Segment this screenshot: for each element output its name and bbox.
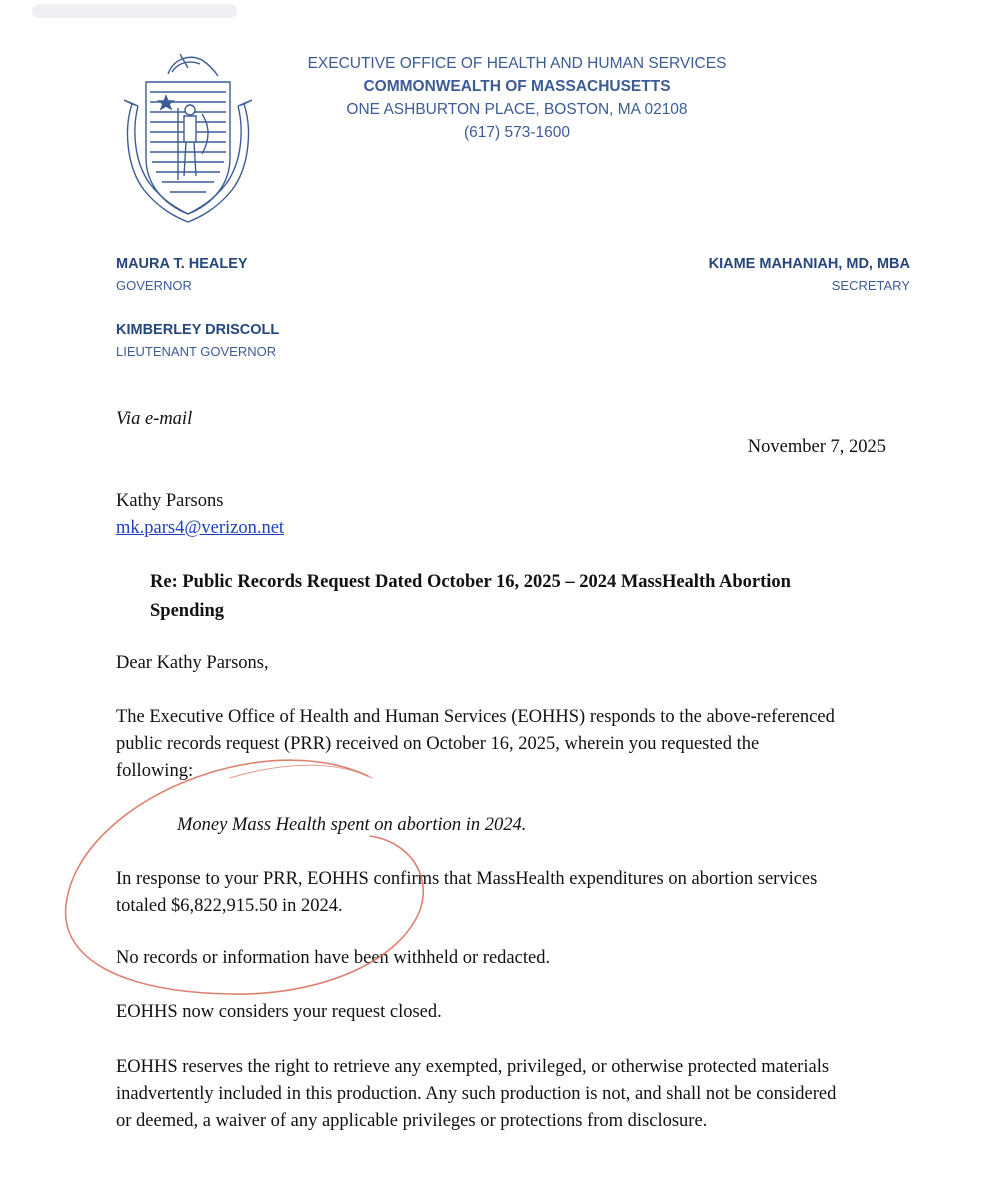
paragraph-1 xyxy=(116,704,835,785)
paragraph-5 xyxy=(116,1054,836,1135)
paragraph-3: No records or information have been withheld or redacted. xyxy=(116,948,551,968)
salutation: Dear Kathy Parsons, xyxy=(116,653,269,673)
subject-line-1: Re: Public Records Request Dated October 16, 2025 – 2024 MassHealth Abortion xyxy=(150,572,791,592)
recipient-email-link[interactable]: mk.pars4@verizon.net xyxy=(116,518,285,538)
top-bar xyxy=(32,4,237,18)
agency-name: EXECUTIVE OFFICE OF HEALTH AND HUMAN SERVICES xyxy=(307,55,727,72)
commonwealth-name: COMMONWEALTH OF MASSACHUSETTS xyxy=(363,78,671,95)
governor-title: GOVERNOR xyxy=(116,278,192,293)
letterhead xyxy=(212,52,822,144)
paragraph-1-line-3: following: xyxy=(116,761,194,781)
letter-date: November 7, 2025 xyxy=(747,437,886,457)
paragraph-4: EOHHS now considers your request closed. xyxy=(116,1002,442,1022)
paragraph-2 xyxy=(116,866,817,920)
subject-line-2: Spending xyxy=(150,601,225,621)
agency-phone: (617) 573-1600 xyxy=(464,124,570,141)
paragraph-2-line-1: In response to your PRR, EOHHS confirms that MassHealth expenditures on abortion services xyxy=(116,869,818,889)
subject-line xyxy=(150,568,890,626)
paragraph-1-line-1: The Executive Office of Health and Human Services (EOHHS) responds to the above-referenced xyxy=(116,707,835,727)
paragraph-5-line-2: inadvertently included in this production. Any such production is not, and shall not be considered xyxy=(116,1084,837,1104)
secretary-name: KIAME MAHANIAH, MD, MBA xyxy=(708,256,910,272)
paragraph-5-line-3: or deemed, a waiver of any applicable privileges or protections from disclosure. xyxy=(116,1111,708,1131)
governor-name: MAURA T. HEALEY xyxy=(116,256,248,272)
delivery-method: Via e-mail xyxy=(116,409,193,429)
paragraph-1-line-2: public records request (PRR) received on October 16, 2025, wherein you requested the xyxy=(116,734,760,754)
paragraph-5-line-1: EOHHS reserves the right to retrieve any exempted, privileged, or otherwise protected materials xyxy=(116,1057,830,1077)
paragraph-2-line-2: totaled $6,822,915.50 in 2024. xyxy=(116,896,343,916)
agency-address: ONE ASHBURTON PLACE, BOSTON, MA 02108 xyxy=(346,101,688,118)
recipient-name: Kathy Parsons xyxy=(116,491,224,511)
lt-governor-name: KIMBERLEY DRISCOLL xyxy=(116,322,280,338)
lt-governor-title: LIEUTENANT GOVERNOR xyxy=(116,344,277,359)
quoted-request: Money Mass Health spent on abortion in 2024. xyxy=(177,815,527,835)
secretary-title: SECRETARY xyxy=(831,278,910,293)
